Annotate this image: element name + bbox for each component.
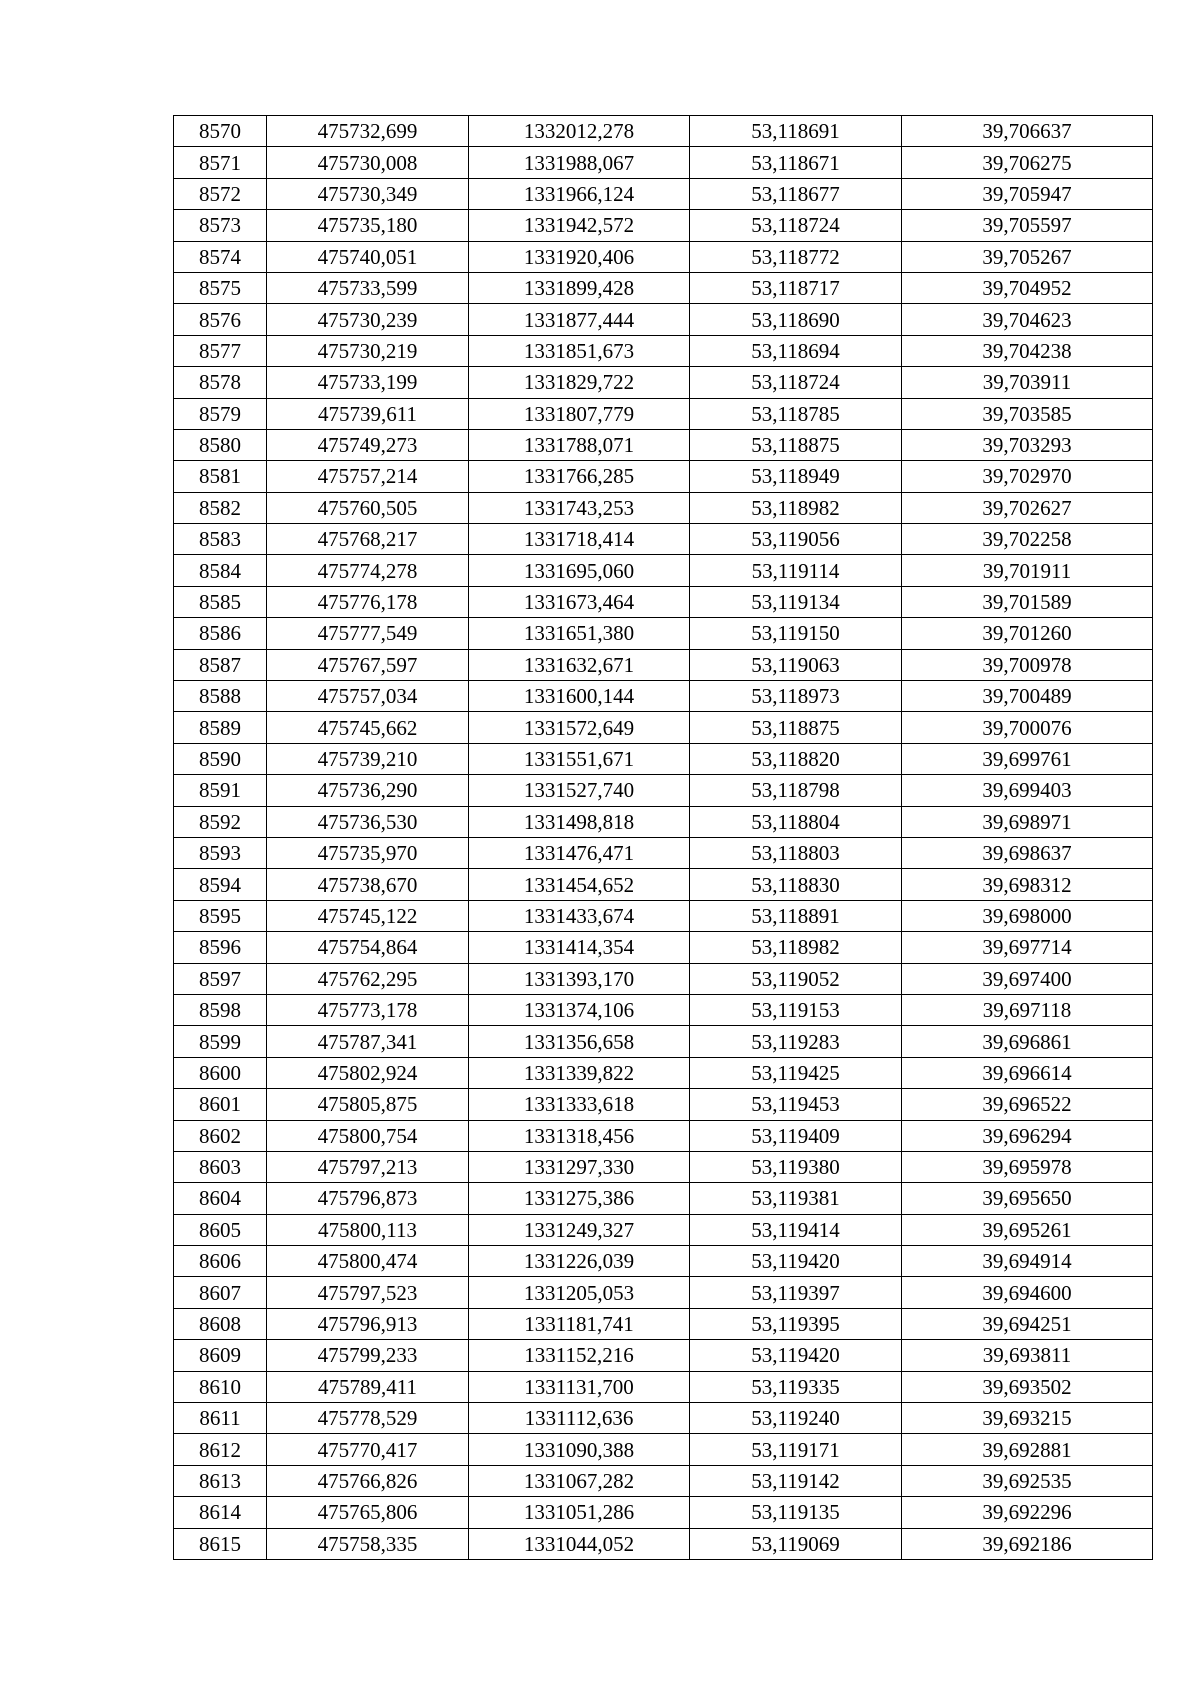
table-row xyxy=(174,1120,1153,1151)
latitude-cell: 53,119453 xyxy=(690,1089,902,1120)
latitude-cell: 53,119153 xyxy=(690,994,902,1025)
table-row xyxy=(174,649,1153,680)
latitude-cell: 53,118772 xyxy=(690,241,902,272)
latitude-cell: 53,119240 xyxy=(690,1403,902,1434)
y-coordinate-cell: 1331112,636 xyxy=(469,1403,690,1434)
longitude-cell: 39,693502 xyxy=(902,1371,1153,1402)
point-number-cell: 8574 xyxy=(174,241,267,272)
table-row xyxy=(174,900,1153,931)
y-coordinate-cell: 1331297,330 xyxy=(469,1151,690,1182)
longitude-cell: 39,692186 xyxy=(902,1528,1153,1559)
y-coordinate-cell: 1331275,386 xyxy=(469,1183,690,1214)
y-coordinate-cell: 1331067,282 xyxy=(469,1465,690,1496)
longitude-cell: 39,703911 xyxy=(902,367,1153,398)
y-coordinate-cell: 1331527,740 xyxy=(469,775,690,806)
latitude-cell: 53,118724 xyxy=(690,367,902,398)
table-row xyxy=(174,555,1153,586)
point-number-cell: 8607 xyxy=(174,1277,267,1308)
x-coordinate-cell: 475800,113 xyxy=(267,1214,469,1245)
longitude-cell: 39,704238 xyxy=(902,335,1153,366)
latitude-cell: 53,119142 xyxy=(690,1465,902,1496)
latitude-cell: 53,118820 xyxy=(690,743,902,774)
table-row xyxy=(174,1057,1153,1088)
longitude-cell: 39,693811 xyxy=(902,1340,1153,1371)
x-coordinate-cell: 475797,523 xyxy=(267,1277,469,1308)
point-number-cell: 8583 xyxy=(174,524,267,555)
table-row xyxy=(174,1277,1153,1308)
x-coordinate-cell: 475730,349 xyxy=(267,178,469,209)
latitude-cell: 53,118804 xyxy=(690,806,902,837)
latitude-cell: 53,119283 xyxy=(690,1026,902,1057)
latitude-cell: 53,119069 xyxy=(690,1528,902,1559)
table-row xyxy=(174,147,1153,178)
x-coordinate-cell: 475736,530 xyxy=(267,806,469,837)
point-number-cell: 8601 xyxy=(174,1089,267,1120)
point-number-cell: 8605 xyxy=(174,1214,267,1245)
table-row xyxy=(174,429,1153,460)
longitude-cell: 39,699761 xyxy=(902,743,1153,774)
longitude-cell: 39,699403 xyxy=(902,775,1153,806)
table-row xyxy=(174,116,1153,147)
coordinates-table-body xyxy=(174,116,1153,1560)
point-number-cell: 8612 xyxy=(174,1434,267,1465)
point-number-cell: 8585 xyxy=(174,586,267,617)
table-row xyxy=(174,335,1153,366)
latitude-cell: 53,118982 xyxy=(690,932,902,963)
x-coordinate-cell: 475745,122 xyxy=(267,900,469,931)
longitude-cell: 39,700076 xyxy=(902,712,1153,743)
latitude-cell: 53,119380 xyxy=(690,1151,902,1182)
y-coordinate-cell: 1331414,354 xyxy=(469,932,690,963)
y-coordinate-cell: 1331226,039 xyxy=(469,1246,690,1277)
point-number-cell: 8603 xyxy=(174,1151,267,1182)
longitude-cell: 39,704952 xyxy=(902,272,1153,303)
point-number-cell: 8599 xyxy=(174,1026,267,1057)
latitude-cell: 53,119420 xyxy=(690,1340,902,1371)
latitude-cell: 53,119420 xyxy=(690,1246,902,1277)
latitude-cell: 53,119414 xyxy=(690,1214,902,1245)
y-coordinate-cell: 1331476,471 xyxy=(469,837,690,868)
longitude-cell: 39,695261 xyxy=(902,1214,1153,1245)
latitude-cell: 53,118875 xyxy=(690,712,902,743)
x-coordinate-cell: 475739,611 xyxy=(267,398,469,429)
longitude-cell: 39,695978 xyxy=(902,1151,1153,1182)
y-coordinate-cell: 1331454,652 xyxy=(469,869,690,900)
table-row xyxy=(174,963,1153,994)
latitude-cell: 53,118785 xyxy=(690,398,902,429)
latitude-cell: 53,119409 xyxy=(690,1120,902,1151)
latitude-cell: 53,118671 xyxy=(690,147,902,178)
y-coordinate-cell: 1331718,414 xyxy=(469,524,690,555)
x-coordinate-cell: 475754,864 xyxy=(267,932,469,963)
y-coordinate-cell: 1331572,649 xyxy=(469,712,690,743)
y-coordinate-cell: 1331152,216 xyxy=(469,1340,690,1371)
table-row xyxy=(174,1026,1153,1057)
y-coordinate-cell: 1331551,671 xyxy=(469,743,690,774)
latitude-cell: 53,119171 xyxy=(690,1434,902,1465)
longitude-cell: 39,692535 xyxy=(902,1465,1153,1496)
point-number-cell: 8579 xyxy=(174,398,267,429)
point-number-cell: 8596 xyxy=(174,932,267,963)
x-coordinate-cell: 475732,699 xyxy=(267,116,469,147)
point-number-cell: 8578 xyxy=(174,367,267,398)
x-coordinate-cell: 475770,417 xyxy=(267,1434,469,1465)
table-row xyxy=(174,1214,1153,1245)
y-coordinate-cell: 1331632,671 xyxy=(469,649,690,680)
latitude-cell: 53,119397 xyxy=(690,1277,902,1308)
longitude-cell: 39,700489 xyxy=(902,681,1153,712)
latitude-cell: 53,119114 xyxy=(690,555,902,586)
table-row xyxy=(174,837,1153,868)
table-row xyxy=(174,461,1153,492)
table-row xyxy=(174,1308,1153,1339)
y-coordinate-cell: 1331695,060 xyxy=(469,555,690,586)
longitude-cell: 39,694600 xyxy=(902,1277,1153,1308)
latitude-cell: 53,118973 xyxy=(690,681,902,712)
y-coordinate-cell: 1331743,253 xyxy=(469,492,690,523)
point-number-cell: 8571 xyxy=(174,147,267,178)
point-number-cell: 8609 xyxy=(174,1340,267,1371)
x-coordinate-cell: 475799,233 xyxy=(267,1340,469,1371)
longitude-cell: 39,702627 xyxy=(902,492,1153,523)
point-number-cell: 8570 xyxy=(174,116,267,147)
table-row xyxy=(174,806,1153,837)
longitude-cell: 39,692296 xyxy=(902,1497,1153,1528)
longitude-cell: 39,700978 xyxy=(902,649,1153,680)
y-coordinate-cell: 1331966,124 xyxy=(469,178,690,209)
coordinates-table xyxy=(173,115,1153,1560)
longitude-cell: 39,693215 xyxy=(902,1403,1153,1434)
point-number-cell: 8581 xyxy=(174,461,267,492)
longitude-cell: 39,703293 xyxy=(902,429,1153,460)
latitude-cell: 53,119381 xyxy=(690,1183,902,1214)
point-number-cell: 8608 xyxy=(174,1308,267,1339)
latitude-cell: 53,119335 xyxy=(690,1371,902,1402)
longitude-cell: 39,695650 xyxy=(902,1183,1153,1214)
x-coordinate-cell: 475766,826 xyxy=(267,1465,469,1496)
point-number-cell: 8606 xyxy=(174,1246,267,1277)
table-row xyxy=(174,1246,1153,1277)
latitude-cell: 53,118677 xyxy=(690,178,902,209)
table-row xyxy=(174,1340,1153,1371)
longitude-cell: 39,706637 xyxy=(902,116,1153,147)
y-coordinate-cell: 1331877,444 xyxy=(469,304,690,335)
point-number-cell: 8611 xyxy=(174,1403,267,1434)
x-coordinate-cell: 475730,219 xyxy=(267,335,469,366)
y-coordinate-cell: 1331131,700 xyxy=(469,1371,690,1402)
y-coordinate-cell: 1331600,144 xyxy=(469,681,690,712)
table-row xyxy=(174,1371,1153,1402)
table-row xyxy=(174,1089,1153,1120)
table-row xyxy=(174,1465,1153,1496)
x-coordinate-cell: 475739,210 xyxy=(267,743,469,774)
point-number-cell: 8577 xyxy=(174,335,267,366)
x-coordinate-cell: 475738,670 xyxy=(267,869,469,900)
x-coordinate-cell: 475777,549 xyxy=(267,618,469,649)
point-number-cell: 8572 xyxy=(174,178,267,209)
table-row xyxy=(174,210,1153,241)
latitude-cell: 53,118798 xyxy=(690,775,902,806)
table-row xyxy=(174,241,1153,272)
point-number-cell: 8575 xyxy=(174,272,267,303)
point-number-cell: 8600 xyxy=(174,1057,267,1088)
y-coordinate-cell: 1331651,380 xyxy=(469,618,690,649)
y-coordinate-cell: 1331807,779 xyxy=(469,398,690,429)
point-number-cell: 8592 xyxy=(174,806,267,837)
latitude-cell: 53,118875 xyxy=(690,429,902,460)
longitude-cell: 39,705597 xyxy=(902,210,1153,241)
table-row xyxy=(174,1497,1153,1528)
x-coordinate-cell: 475733,599 xyxy=(267,272,469,303)
table-row xyxy=(174,398,1153,429)
longitude-cell: 39,698971 xyxy=(902,806,1153,837)
table-row xyxy=(174,681,1153,712)
point-number-cell: 8580 xyxy=(174,429,267,460)
point-number-cell: 8582 xyxy=(174,492,267,523)
latitude-cell: 53,118691 xyxy=(690,116,902,147)
latitude-cell: 53,119425 xyxy=(690,1057,902,1088)
latitude-cell: 53,118690 xyxy=(690,304,902,335)
longitude-cell: 39,696861 xyxy=(902,1026,1153,1057)
latitude-cell: 53,118891 xyxy=(690,900,902,931)
x-coordinate-cell: 475778,529 xyxy=(267,1403,469,1434)
y-coordinate-cell: 1331090,388 xyxy=(469,1434,690,1465)
table-row xyxy=(174,524,1153,555)
y-coordinate-cell: 1331393,170 xyxy=(469,963,690,994)
x-coordinate-cell: 475805,875 xyxy=(267,1089,469,1120)
latitude-cell: 53,119395 xyxy=(690,1308,902,1339)
point-number-cell: 8589 xyxy=(174,712,267,743)
latitude-cell: 53,118830 xyxy=(690,869,902,900)
latitude-cell: 53,119135 xyxy=(690,1497,902,1528)
x-coordinate-cell: 475796,913 xyxy=(267,1308,469,1339)
longitude-cell: 39,701260 xyxy=(902,618,1153,649)
latitude-cell: 53,119063 xyxy=(690,649,902,680)
table-row xyxy=(174,1434,1153,1465)
table-row xyxy=(174,932,1153,963)
point-number-cell: 8602 xyxy=(174,1120,267,1151)
y-coordinate-cell: 1331339,822 xyxy=(469,1057,690,1088)
longitude-cell: 39,705947 xyxy=(902,178,1153,209)
x-coordinate-cell: 475760,505 xyxy=(267,492,469,523)
x-coordinate-cell: 475745,662 xyxy=(267,712,469,743)
x-coordinate-cell: 475773,178 xyxy=(267,994,469,1025)
y-coordinate-cell: 1331205,053 xyxy=(469,1277,690,1308)
y-coordinate-cell: 1331766,285 xyxy=(469,461,690,492)
x-coordinate-cell: 475740,051 xyxy=(267,241,469,272)
longitude-cell: 39,703585 xyxy=(902,398,1153,429)
latitude-cell: 53,119056 xyxy=(690,524,902,555)
x-coordinate-cell: 475802,924 xyxy=(267,1057,469,1088)
longitude-cell: 39,694914 xyxy=(902,1246,1153,1277)
table-row xyxy=(174,743,1153,774)
point-number-cell: 8613 xyxy=(174,1465,267,1496)
x-coordinate-cell: 475767,597 xyxy=(267,649,469,680)
y-coordinate-cell: 1331920,406 xyxy=(469,241,690,272)
y-coordinate-cell: 1331433,674 xyxy=(469,900,690,931)
y-coordinate-cell: 1331051,286 xyxy=(469,1497,690,1528)
point-number-cell: 8591 xyxy=(174,775,267,806)
longitude-cell: 39,706275 xyxy=(902,147,1153,178)
longitude-cell: 39,697118 xyxy=(902,994,1153,1025)
x-coordinate-cell: 475735,970 xyxy=(267,837,469,868)
point-number-cell: 8604 xyxy=(174,1183,267,1214)
table-row xyxy=(174,1403,1153,1434)
x-coordinate-cell: 475768,217 xyxy=(267,524,469,555)
y-coordinate-cell: 1331829,722 xyxy=(469,367,690,398)
table-row xyxy=(174,367,1153,398)
longitude-cell: 39,698312 xyxy=(902,869,1153,900)
table-row xyxy=(174,1183,1153,1214)
x-coordinate-cell: 475762,295 xyxy=(267,963,469,994)
table-row xyxy=(174,586,1153,617)
x-coordinate-cell: 475800,474 xyxy=(267,1246,469,1277)
table-row xyxy=(174,1528,1153,1559)
x-coordinate-cell: 475787,341 xyxy=(267,1026,469,1057)
point-number-cell: 8590 xyxy=(174,743,267,774)
longitude-cell: 39,696522 xyxy=(902,1089,1153,1120)
latitude-cell: 53,118803 xyxy=(690,837,902,868)
x-coordinate-cell: 475796,873 xyxy=(267,1183,469,1214)
longitude-cell: 39,696614 xyxy=(902,1057,1153,1088)
longitude-cell: 39,692881 xyxy=(902,1434,1153,1465)
point-number-cell: 8584 xyxy=(174,555,267,586)
point-number-cell: 8588 xyxy=(174,681,267,712)
y-coordinate-cell: 1331356,658 xyxy=(469,1026,690,1057)
table-row xyxy=(174,712,1153,743)
y-coordinate-cell: 1331498,818 xyxy=(469,806,690,837)
longitude-cell: 39,694251 xyxy=(902,1308,1153,1339)
point-number-cell: 8614 xyxy=(174,1497,267,1528)
point-number-cell: 8615 xyxy=(174,1528,267,1559)
latitude-cell: 53,118982 xyxy=(690,492,902,523)
x-coordinate-cell: 475774,278 xyxy=(267,555,469,586)
point-number-cell: 8573 xyxy=(174,210,267,241)
point-number-cell: 8598 xyxy=(174,994,267,1025)
point-number-cell: 8597 xyxy=(174,963,267,994)
point-number-cell: 8586 xyxy=(174,618,267,649)
x-coordinate-cell: 475765,806 xyxy=(267,1497,469,1528)
longitude-cell: 39,705267 xyxy=(902,241,1153,272)
x-coordinate-cell: 475736,290 xyxy=(267,775,469,806)
longitude-cell: 39,704623 xyxy=(902,304,1153,335)
x-coordinate-cell: 475797,213 xyxy=(267,1151,469,1182)
point-number-cell: 8576 xyxy=(174,304,267,335)
y-coordinate-cell: 1331181,741 xyxy=(469,1308,690,1339)
x-coordinate-cell: 475776,178 xyxy=(267,586,469,617)
latitude-cell: 53,118694 xyxy=(690,335,902,366)
point-number-cell: 8594 xyxy=(174,869,267,900)
x-coordinate-cell: 475757,034 xyxy=(267,681,469,712)
x-coordinate-cell: 475730,008 xyxy=(267,147,469,178)
longitude-cell: 39,696294 xyxy=(902,1120,1153,1151)
point-number-cell: 8610 xyxy=(174,1371,267,1402)
longitude-cell: 39,697400 xyxy=(902,963,1153,994)
table-row xyxy=(174,994,1153,1025)
x-coordinate-cell: 475757,214 xyxy=(267,461,469,492)
latitude-cell: 53,118717 xyxy=(690,272,902,303)
table-row xyxy=(174,178,1153,209)
latitude-cell: 53,119052 xyxy=(690,963,902,994)
point-number-cell: 8595 xyxy=(174,900,267,931)
x-coordinate-cell: 475800,754 xyxy=(267,1120,469,1151)
x-coordinate-cell: 475758,335 xyxy=(267,1528,469,1559)
longitude-cell: 39,697714 xyxy=(902,932,1153,963)
longitude-cell: 39,698637 xyxy=(902,837,1153,868)
longitude-cell: 39,698000 xyxy=(902,900,1153,931)
y-coordinate-cell: 1331044,052 xyxy=(469,1528,690,1559)
table-row xyxy=(174,869,1153,900)
longitude-cell: 39,701911 xyxy=(902,555,1153,586)
y-coordinate-cell: 1331318,456 xyxy=(469,1120,690,1151)
point-number-cell: 8593 xyxy=(174,837,267,868)
x-coordinate-cell: 475749,273 xyxy=(267,429,469,460)
y-coordinate-cell: 1331249,327 xyxy=(469,1214,690,1245)
y-coordinate-cell: 1331673,464 xyxy=(469,586,690,617)
y-coordinate-cell: 1331988,067 xyxy=(469,147,690,178)
longitude-cell: 39,702258 xyxy=(902,524,1153,555)
x-coordinate-cell: 475730,239 xyxy=(267,304,469,335)
y-coordinate-cell: 1331899,428 xyxy=(469,272,690,303)
y-coordinate-cell: 1331333,618 xyxy=(469,1089,690,1120)
y-coordinate-cell: 1331374,106 xyxy=(469,994,690,1025)
x-coordinate-cell: 475733,199 xyxy=(267,367,469,398)
point-number-cell: 8587 xyxy=(174,649,267,680)
longitude-cell: 39,702970 xyxy=(902,461,1153,492)
y-coordinate-cell: 1331788,071 xyxy=(469,429,690,460)
table-row xyxy=(174,618,1153,649)
x-coordinate-cell: 475789,411 xyxy=(267,1371,469,1402)
latitude-cell: 53,119134 xyxy=(690,586,902,617)
y-coordinate-cell: 1332012,278 xyxy=(469,116,690,147)
table-row xyxy=(174,1151,1153,1182)
latitude-cell: 53,118724 xyxy=(690,210,902,241)
longitude-cell: 39,701589 xyxy=(902,586,1153,617)
table-row xyxy=(174,304,1153,335)
y-coordinate-cell: 1331942,572 xyxy=(469,210,690,241)
table-row xyxy=(174,775,1153,806)
x-coordinate-cell: 475735,180 xyxy=(267,210,469,241)
table-row xyxy=(174,492,1153,523)
latitude-cell: 53,119150 xyxy=(690,618,902,649)
table-row xyxy=(174,272,1153,303)
latitude-cell: 53,118949 xyxy=(690,461,902,492)
y-coordinate-cell: 1331851,673 xyxy=(469,335,690,366)
